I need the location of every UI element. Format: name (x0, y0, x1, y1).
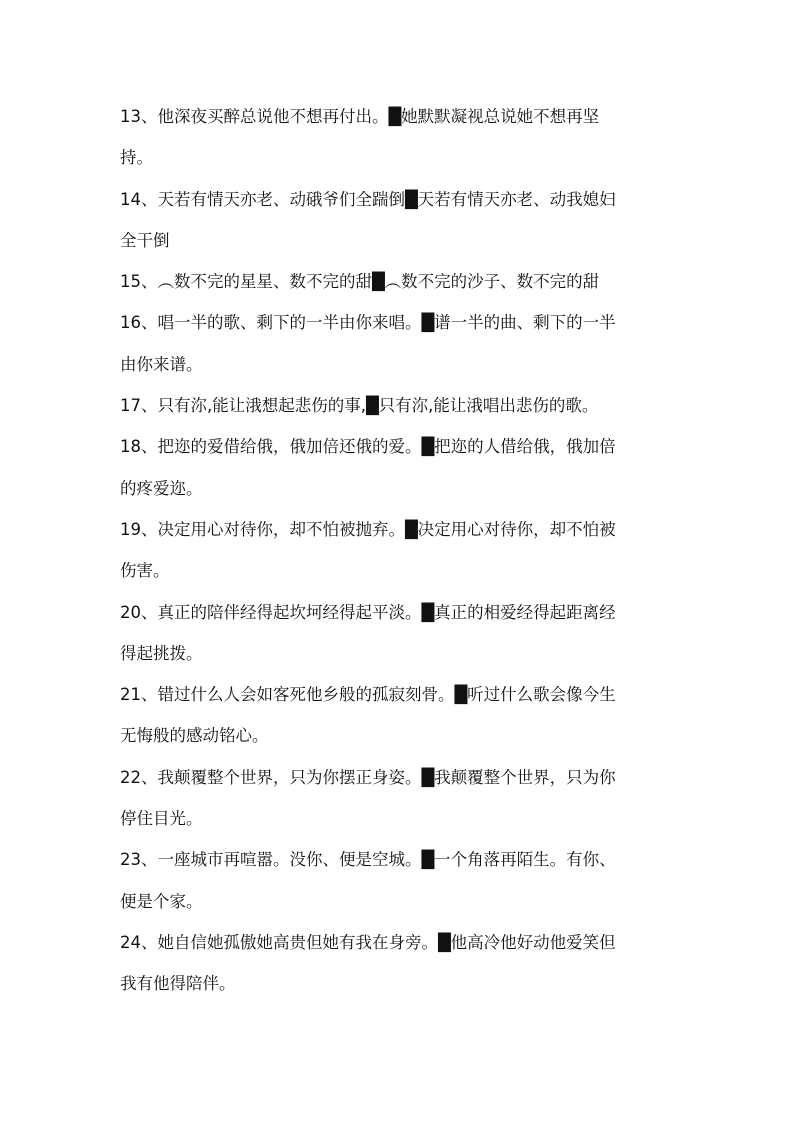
text-line: 我有他得陪伴。 (120, 974, 236, 994)
text-line: 22、我颠覆整个世界，只为你摆正身姿。█我颠覆整个世界，只为你 (120, 767, 616, 787)
text-line: 由你来谱。 (120, 354, 203, 374)
text-line: 24、她自信她孤傲她高贵但她有我在身旁。█他高冷他好动他爱笑但 (120, 932, 616, 952)
text-line: 全干倒 (120, 230, 170, 250)
text-line: 便是个家。 (120, 891, 203, 911)
text-line: 21、错过什么人会如客死他乡般的孤寂刻骨。█听过什么歌会像今生 (120, 685, 616, 705)
text-line: 23、一座城市再喧嚣。没你、便是空城。█一个角落再陌生。有你、 (120, 850, 616, 870)
text-line: 17、只有沵,能让涐想起悲伤的事,█只有沵,能让涐唱出悲伤的歌。 (120, 396, 599, 416)
text-line: 20、真正的陪伴经得起坎坷经得起平淡。█真正的相爱经得起距离经 (120, 602, 616, 622)
text-line: 13、他深夜买醉总说他不想再付出。█她默默凝视总说她不想再坚 (120, 107, 600, 126)
text-line: 15、︵数不完的星星、数不完的甜█︵数不完的沙子、数不完的甜 (120, 272, 600, 292)
text-line: 16、唱一半的歌、剩下的一半由你来唱。█谱一半的曲、剩下的一半 (120, 313, 616, 333)
text-line: 19、决定用心对待你，却不怕被抛弃。█决定用心对待你，却不怕被 (120, 519, 616, 539)
text-line: 无悔般的感动铭心。 (120, 726, 269, 746)
document-body (120, 103, 680, 1012)
text-line: 持。 (120, 148, 153, 168)
text-line: 14、天若有情天亦老、动硪爷们全踹倒█天若有情天亦老、动我媳妇 (120, 189, 616, 209)
text-line: 的疼爱迩。 (120, 478, 203, 498)
text-line: 18、把迩的爱借给俄，俄加倍还俄的爱。█把迩的人借给俄，俄加倍 (120, 437, 616, 457)
text-line: 得起挑拨。 (120, 643, 203, 663)
text-line: 伤害。 (120, 561, 170, 581)
text-line: 停住目光。 (120, 809, 203, 829)
